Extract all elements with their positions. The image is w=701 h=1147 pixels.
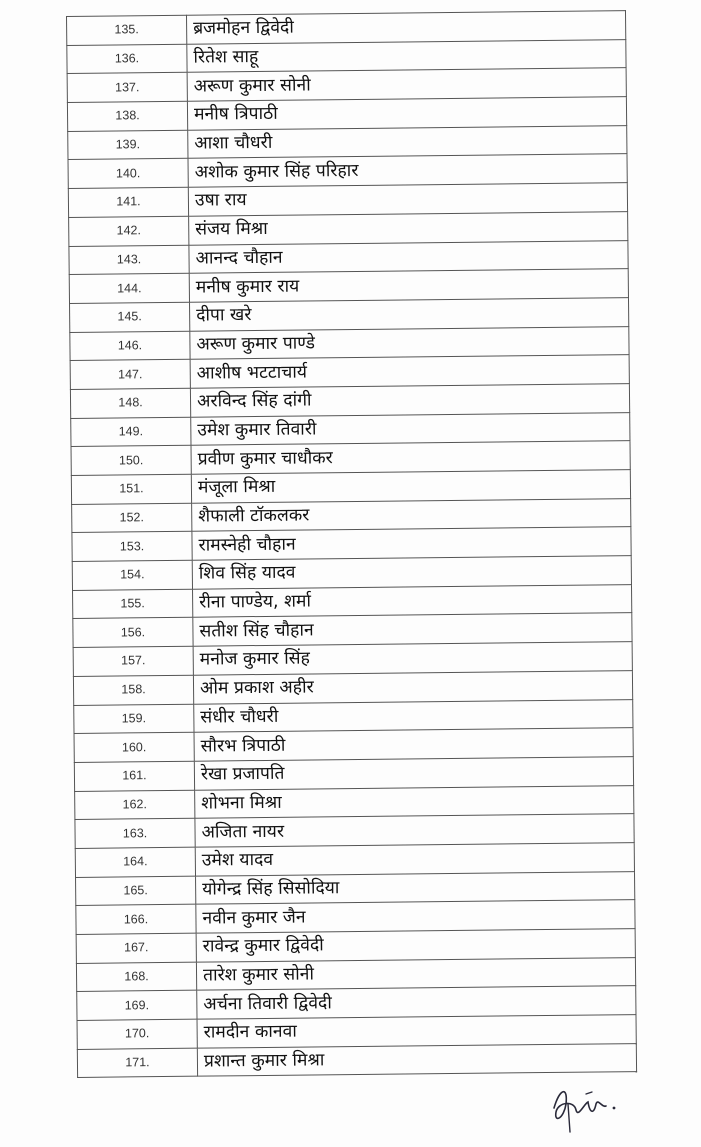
serial-number-cell: 155. <box>73 589 193 619</box>
name-cell: संजय मिश्रा <box>189 211 628 244</box>
name-cell: मनीष कुमार राय <box>189 269 628 302</box>
name-cell: रावेन्द्र कुमार द्विवेदी <box>196 929 635 962</box>
name-cell: ब्रजमोहन द्विवेदी <box>186 11 625 44</box>
name-cell: शिव सिंह यादव <box>192 556 631 589</box>
serial-number-cell: 142. <box>69 216 189 246</box>
name-cell: रेखा प्रजापति <box>194 756 633 789</box>
serial-number-cell: 147. <box>70 359 190 389</box>
serial-number-cell: 145. <box>70 302 190 332</box>
name-cell: मनोज कुमार सिंह <box>193 642 632 675</box>
serial-number-cell: 169. <box>77 991 197 1021</box>
name-cell: सौरभ त्रिपाठी <box>194 728 633 761</box>
serial-number-cell: 136. <box>67 44 187 74</box>
name-cell: रामस्नेही चौहान <box>192 527 631 560</box>
name-cell: अरूण कुमार पाण्डे <box>190 326 629 359</box>
name-cell: उमेश यादव <box>195 843 634 876</box>
serial-number-cell: 153. <box>72 532 192 562</box>
name-list-table <box>66 10 637 1078</box>
serial-number-cell: 168. <box>76 962 196 992</box>
serial-number-cell: 167. <box>76 933 196 963</box>
serial-number-cell: 138. <box>67 101 187 131</box>
serial-number-cell: 152. <box>72 503 192 533</box>
serial-number-cell: 144. <box>69 273 189 303</box>
handwritten-signature-icon <box>540 1074 630 1134</box>
serial-number-cell: 137. <box>67 73 187 103</box>
serial-number-cell: 159. <box>74 704 194 734</box>
serial-number-cell: 150. <box>71 446 191 476</box>
name-cell: अशोक कुमार सिंह परिहार <box>188 154 627 187</box>
name-cell: अर्चना तिवारी द्विवेदी <box>197 986 636 1019</box>
serial-number-cell: 163. <box>75 818 195 848</box>
name-cell: मनीष त्रिपाठी <box>187 97 626 130</box>
serial-number-cell: 143. <box>69 245 189 275</box>
name-cell: सतीश सिंह चौहान <box>193 613 632 646</box>
serial-number-cell: 160. <box>74 732 194 762</box>
serial-number-cell: 151. <box>71 474 191 504</box>
serial-number-cell: 156. <box>73 618 193 648</box>
serial-number-cell: 164. <box>75 847 195 877</box>
serial-number-cell: 139. <box>68 130 188 160</box>
serial-number-cell: 141. <box>68 187 188 217</box>
name-cell: नवीन कुमार जैन <box>196 900 635 933</box>
name-cell: शैफाली टॉकलकर <box>192 498 631 531</box>
name-cell: संधीर चौधरी <box>194 699 633 732</box>
name-cell: अजिता नायर <box>195 814 634 847</box>
serial-number-cell: 146. <box>70 331 190 361</box>
name-cell: रितेश साहू <box>187 39 626 72</box>
serial-number-cell: 135. <box>67 15 187 45</box>
name-cell: रामदीन कानवा <box>197 1015 636 1048</box>
serial-number-cell: 171. <box>77 1048 197 1078</box>
serial-number-cell: 170. <box>77 1019 197 1049</box>
serial-number-cell: 157. <box>73 646 193 676</box>
name-cell: तारेश कुमार सोनी <box>196 957 635 990</box>
name-cell: योगेन्द्र सिंह सिसोदिया <box>196 871 635 904</box>
serial-number-cell: 161. <box>74 761 194 791</box>
table-row <box>77 1043 636 1078</box>
serial-number-cell: 140. <box>68 159 188 189</box>
name-cell: ओम प्रकाश अहीर <box>193 670 632 703</box>
serial-number-cell: 166. <box>76 905 196 935</box>
name-cell: दीपा खरे <box>190 298 629 331</box>
name-cell: आशा चौधरी <box>188 125 627 158</box>
name-cell: प्रवीण कुमार चाधौकर <box>191 441 630 474</box>
name-cell: शोभना मिश्रा <box>195 785 634 818</box>
name-cell: उषा राय <box>188 183 627 216</box>
name-list-body <box>67 11 637 1078</box>
name-cell: प्रशान्त कुमार मिश्रा <box>197 1043 636 1076</box>
serial-number-cell: 149. <box>71 417 191 447</box>
name-cell: उमेश कुमार तिवारी <box>191 412 630 445</box>
name-cell: रीना पाण्डेय, शर्मा <box>193 584 632 617</box>
name-cell: मंजूला मिश्रा <box>191 470 630 503</box>
serial-number-cell: 165. <box>76 876 196 906</box>
serial-number-cell: 148. <box>70 388 190 418</box>
name-cell: आशीष भटटाचार्य <box>190 355 629 388</box>
name-cell: अरूण कुमार सोनी <box>187 68 626 101</box>
name-cell: आनन्द चौहान <box>189 240 628 273</box>
serial-number-cell: 154. <box>72 560 192 590</box>
name-cell: अरविन्द सिंह दांगी <box>190 384 629 417</box>
serial-number-cell: 158. <box>73 675 193 705</box>
serial-number-cell: 162. <box>75 790 195 820</box>
